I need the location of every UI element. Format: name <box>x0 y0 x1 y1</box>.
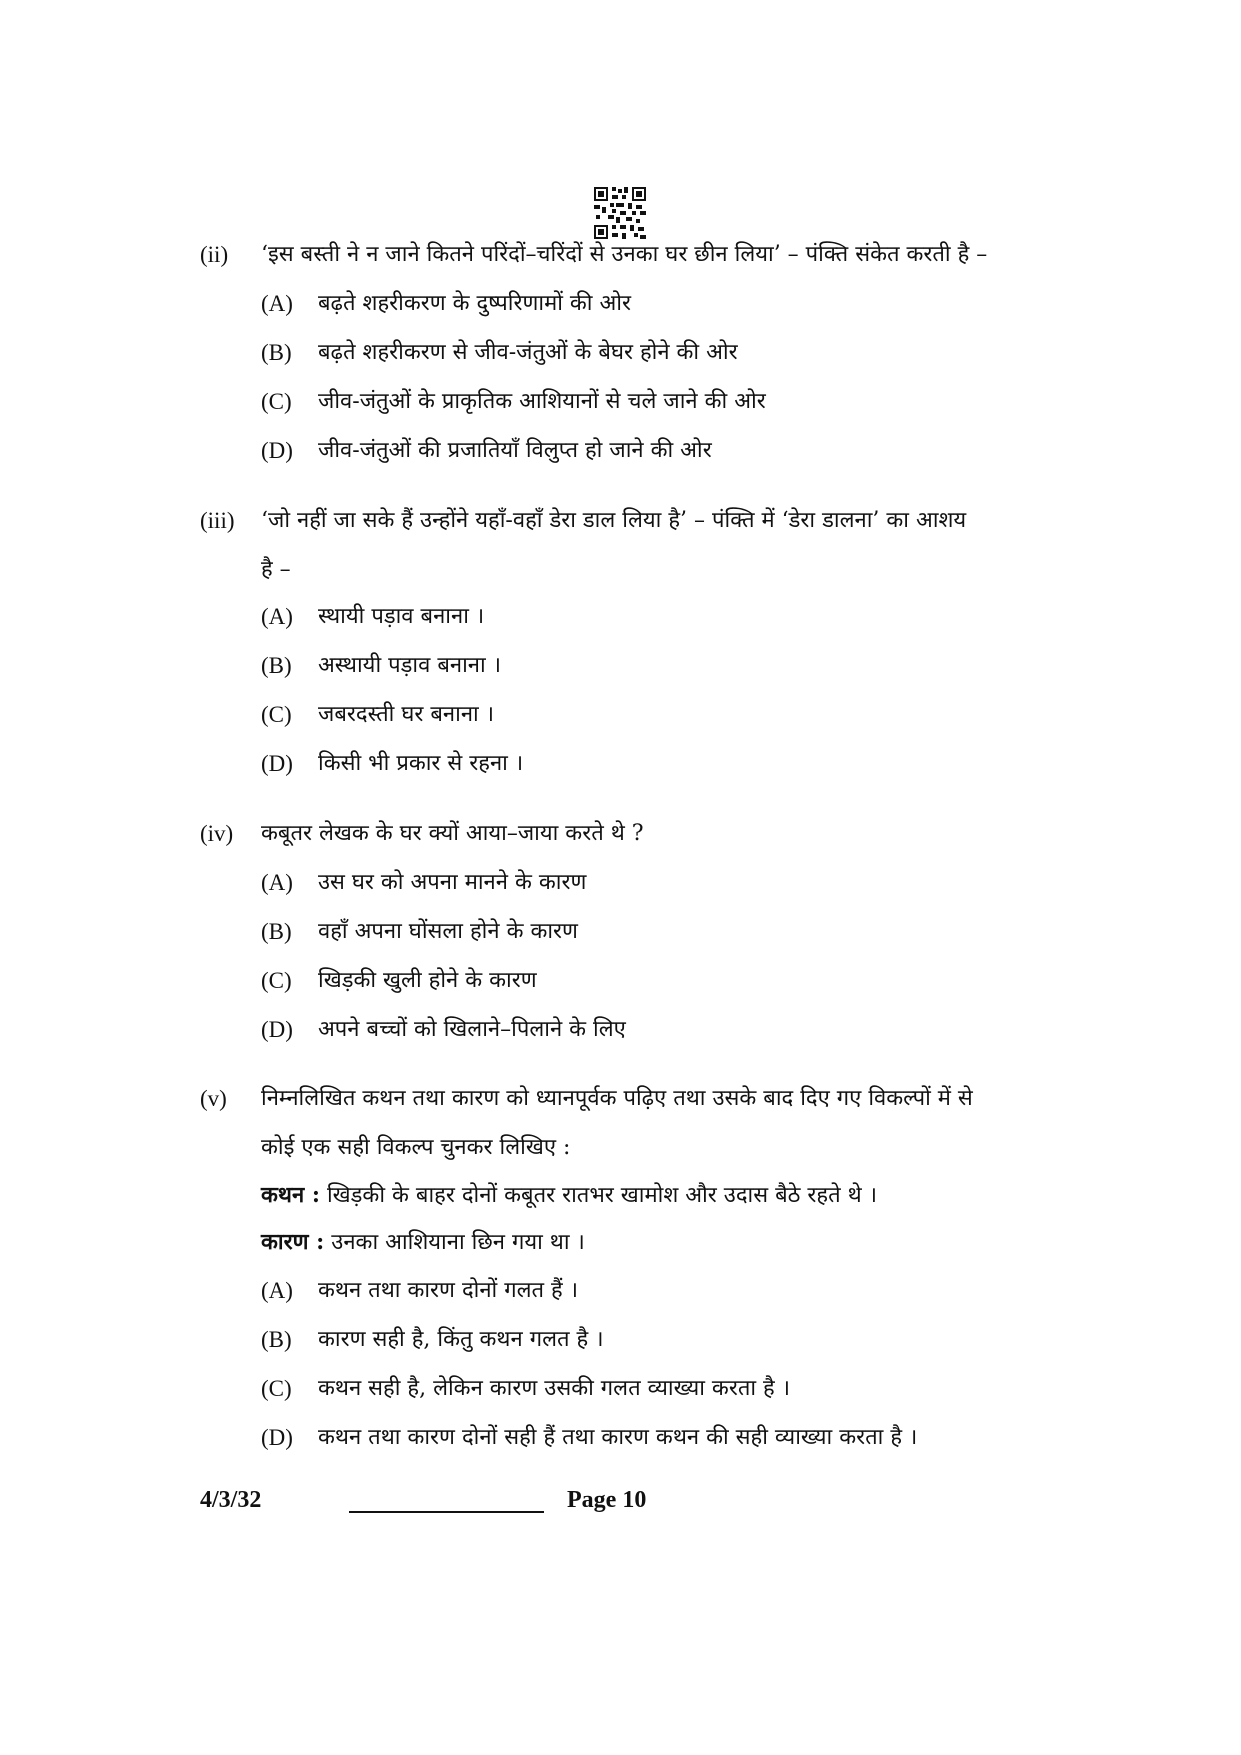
option-letter: (A) <box>261 870 293 895</box>
option-letter: (C) <box>261 389 292 414</box>
paper-code: 4/3/32 <box>200 1487 262 1513</box>
question-number: (iii) <box>200 508 235 533</box>
option-letter: (B) <box>261 340 292 365</box>
option-letter: (D) <box>261 438 293 463</box>
option-letter: (A) <box>261 1278 293 1303</box>
page-number: Page 10 <box>567 1487 647 1513</box>
option-text: स्थायी पड़ाव बनाना । <box>318 604 485 629</box>
option-text: अपने बच्चों को खिलाने–पिलाने के लिए <box>318 1017 626 1042</box>
reason-text: उनका आशियाना छिन गया था । <box>331 1230 585 1255</box>
option-letter: (D) <box>261 751 293 776</box>
option-letter: (B) <box>261 1327 292 1352</box>
question-text-continued: है – <box>261 557 291 582</box>
option-letter: (C) <box>261 1376 292 1401</box>
question-text-continued: कोई एक सही विकल्प चुनकर लिखिए : <box>261 1135 571 1160</box>
option-text: जीव-जंतुओं के प्राकृतिक आशियानों से चले जाने की ओर <box>318 389 766 414</box>
question-text: ‘इस बस्ती ने न जाने कितने परिंदों–चरिंदों से उनका घर छीन लिया’ – पंक्ति संकेत करती है – <box>261 242 988 267</box>
option-letter: (A) <box>261 604 293 629</box>
reason-label: कारण : <box>261 1229 325 1255</box>
option-letter: (C) <box>261 968 292 993</box>
option-text: बढ़ते शहरीकरण से जीव-जंतुओं के बेघर होने की ओर <box>318 340 738 365</box>
option-text: खिड़की खुली होने के कारण <box>318 968 537 993</box>
question-text: ‘जो नहीं जा सके हैं उन्होंने यहाँ-वहाँ डेरा डाल लिया है’ – पंक्ति में ‘डेरा डालना’ का आशय <box>261 508 967 533</box>
option-text: उस घर को अपना मानने के कारण <box>318 870 587 895</box>
option-text: अस्थायी पड़ाव बनाना । <box>318 653 502 678</box>
reason-line <box>261 1227 585 1258</box>
option-text: वहाँ अपना घोंसला होने के कारण <box>318 919 578 944</box>
question-number: (v) <box>200 1086 227 1111</box>
question-text: निम्नलिखित कथन तथा कारण को ध्यानपूर्वक पढ़िए तथा उसके बाद दिए गए विकल्पों में से <box>261 1086 973 1111</box>
option-text: बढ़ते शहरीकरण के दुष्परिणामों की ओर <box>318 291 632 316</box>
footer-divider <box>349 1511 544 1513</box>
option-text: कथन तथा कारण दोनों गलत हैं । <box>318 1278 579 1303</box>
option-letter: (B) <box>261 919 292 944</box>
qr-code-icon <box>594 187 646 239</box>
option-letter: (D) <box>261 1017 293 1042</box>
option-text: जबरदस्ती घर बनाना । <box>318 702 495 727</box>
option-letter: (A) <box>261 291 293 316</box>
option-text: जीव-जंतुओं की प्रजातियाँ विलुप्त हो जाने की ओर <box>318 438 712 463</box>
option-letter: (C) <box>261 702 292 727</box>
assertion-text: खिड़की के बाहर दोनों कबूतर रातभर खामोश और उदास बैठे रहते थे । <box>326 1183 878 1208</box>
question-number: (iv) <box>200 821 234 846</box>
option-letter: (D) <box>261 1425 293 1450</box>
option-letter: (B) <box>261 653 292 678</box>
option-text: किसी भी प्रकार से रहना । <box>318 751 524 776</box>
question-number: (ii) <box>200 242 229 267</box>
assertion-line <box>261 1180 877 1211</box>
option-text: कथन सही है, लेकिन कारण उसकी गलत व्याख्या करता है । <box>318 1376 791 1401</box>
assertion-label: कथन : <box>261 1182 320 1208</box>
question-text: कबूतर लेखक के घर क्यों आया–जाया करते थे ? <box>261 821 644 846</box>
option-text: कथन तथा कारण दोनों सही हैं तथा कारण कथन की सही व्याख्या करता है । <box>318 1425 918 1450</box>
option-text: कारण सही है, किंतु कथन गलत है । <box>318 1327 604 1352</box>
